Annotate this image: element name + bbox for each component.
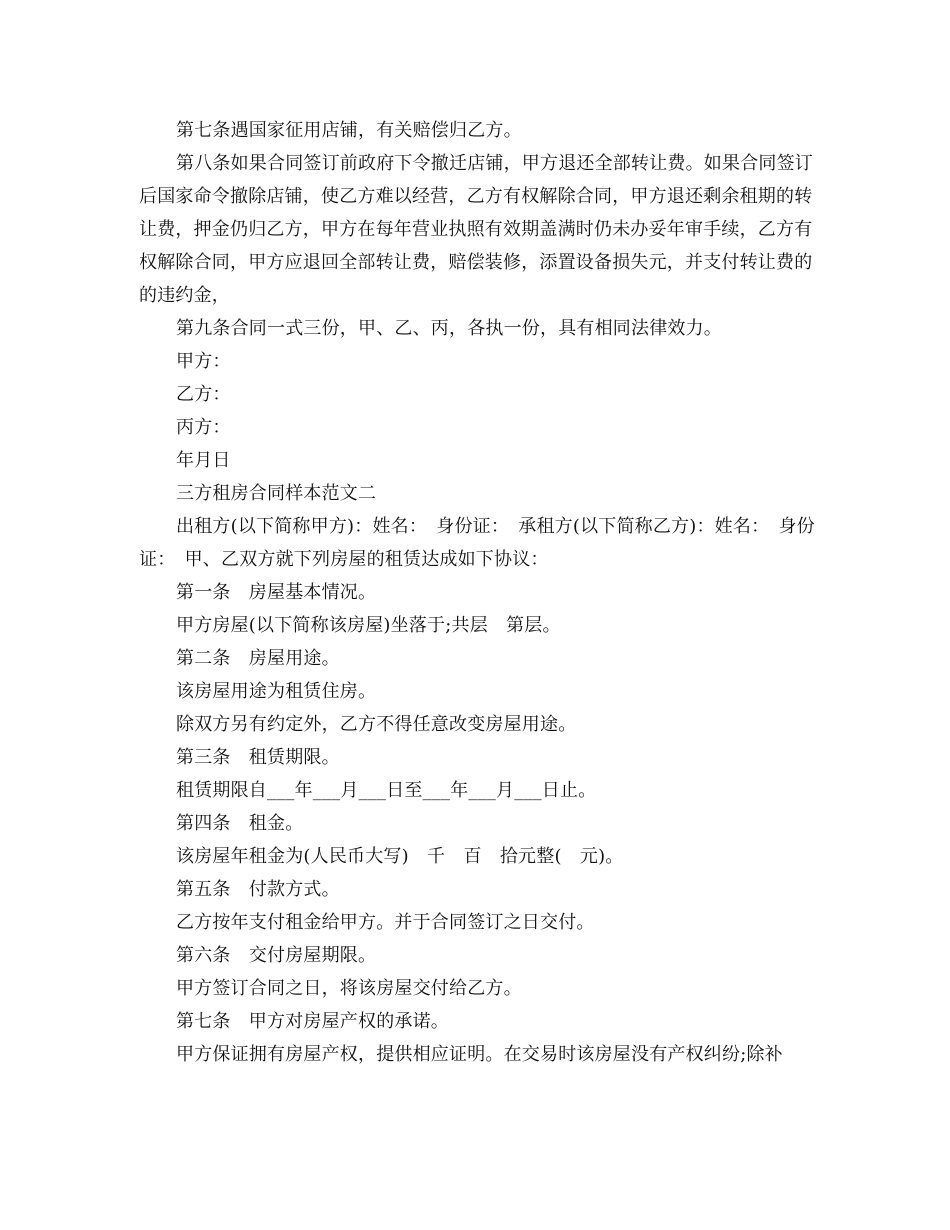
- signature-party-c: 丙方：: [176, 417, 231, 438]
- paragraph-parties: 出租方(以下简称甲方)：姓名： 身份证： 承租方(以下简称乙方)：姓名： 身份证： 甲、乙双方就下列房屋的租赁达成如下协议：: [139, 516, 815, 570]
- heading-article-7: 第七条 甲方对房屋产权的承诺。: [176, 1011, 449, 1032]
- paragraph-article-8: 第八条如果合同签订前政府下令撤迁店铺，甲方退还全部转让费。如果合同签订后国家命令撤除店铺，使乙方难以经营，乙方有权解除合同，甲方退还剩余租期的转让费，押金仍归乙方，甲方在每年营业执照有效期盖满时仍未办妥年审手续，乙方有权解除合同，甲方应退回全部转让费，赔偿装修，添置设备损失元，并支付转让费的的违约金，: [139, 153, 813, 306]
- paragraph-delivery: 甲方签订合同之日，将该房屋交付给乙方。: [176, 978, 522, 999]
- heading-article-3: 第三条 租赁期限。: [176, 747, 340, 768]
- paragraph-rent: 该房屋年租金为(人民币大写) 千 百 拾元整( 元)。: [176, 846, 624, 867]
- paragraph-property-rights: 甲方保证拥有房屋产权，提供相应证明。在交易时该房屋没有产权纠纷;除补: [176, 1044, 783, 1065]
- heading-article-4: 第四条 租金。: [176, 813, 304, 834]
- paragraph-article-7: 第七条遇国家征用店铺，有关赔偿归乙方。: [176, 120, 522, 141]
- heading-article-2: 第二条 房屋用途。: [176, 648, 340, 669]
- signature-date: 年月日: [176, 450, 231, 471]
- paragraph-use-restriction: 除双方另有约定外，乙方不得任意改变房屋用途。: [176, 714, 577, 735]
- paragraph-house-use: 该房屋用途为租赁住房。: [176, 681, 377, 702]
- signature-party-a: 甲方：: [176, 351, 231, 372]
- document-body: [139, 114, 829, 1071]
- heading-article-6: 第六条 交付房屋期限。: [176, 945, 377, 966]
- section-title-sample-2: 三方租房合同样本范文二: [176, 483, 377, 504]
- paragraph-lease-term: 租赁期限自___年___月___日至___年___月___日止。: [176, 780, 597, 801]
- paragraph-article-9: 第九条合同一式三份，甲、乙、丙，各执一份，具有相同法律效力。: [176, 318, 722, 339]
- heading-article-5: 第五条 付款方式。: [176, 879, 340, 900]
- heading-article-1: 第一条 房屋基本情况。: [176, 582, 377, 603]
- paragraph-payment: 乙方按年支付租金给甲方。并于合同签订之日交付。: [176, 912, 595, 933]
- signature-party-b: 乙方：: [176, 384, 231, 405]
- paragraph-house-location: 甲方房屋(以下简称该房屋)坐落于;共层 第层。: [176, 615, 561, 636]
